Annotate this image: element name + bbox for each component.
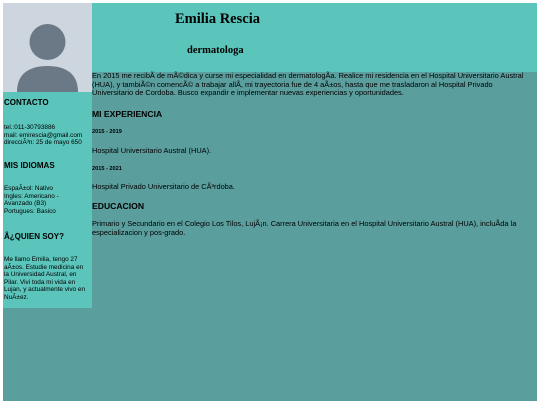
experience-heading: MI EXPERIENCIA	[92, 109, 163, 119]
languages-heading: MIS IDIOMAS	[4, 161, 55, 170]
about-heading: Â¿QUIEN SOY?	[4, 232, 65, 241]
contact-details	[4, 124, 90, 147]
about-line: Pilar. Vivi toda mi vida en	[4, 278, 76, 286]
contact-email: mail: emirescia@gmail.com	[4, 131, 83, 139]
contact-address: direcciÃ³n: 25 de mayo 650	[4, 139, 82, 147]
profile-photo	[3, 3, 92, 92]
experience-place: Hospital Universitario Austral (HUA).	[92, 146, 212, 155]
about-line: la Universidad Austral, en	[4, 271, 77, 279]
language-line: Portugues: Basico	[4, 207, 56, 215]
about-line: aÃ±os. Estudie medicina en	[4, 263, 84, 271]
experience-period: 2015 - 2021	[92, 166, 122, 172]
person-silhouette-icon	[3, 3, 92, 92]
summary-line: (HUA), y tambiÃ©n comencÃ© a trabajar allÃ, mi trayectoria fue de 4 aÃ±os, hasta que me trasladaron al Hospital Privado	[92, 79, 493, 89]
summary-paragraph	[92, 72, 536, 98]
contact-heading: CONTACTO	[4, 98, 49, 107]
profession-title: dermatologa	[187, 45, 244, 56]
experience-place: Hospital Privado Universitario de CÃ³rdoba.	[92, 182, 235, 191]
contact-phone: tel.:011-30793886	[4, 124, 56, 131]
about-text	[4, 256, 90, 302]
education-paragraph	[92, 220, 536, 237]
education-heading: EDUCACION	[92, 201, 145, 211]
person-name: Emilia Rescia	[175, 11, 260, 27]
resume-header	[92, 3, 537, 72]
language-line: Ingles: Americano -	[4, 192, 59, 200]
summary-line: Universitario de Cordoba. Busco expandir e implementar nuevas experiencias y oportunidades.	[92, 88, 404, 97]
language-line: EspaÃ±ol: Nativo	[4, 185, 53, 192]
about-line: Lujan, y actualmente vivo en	[4, 286, 85, 294]
languages-list	[4, 185, 90, 215]
language-line: Avanzado (B3)	[4, 200, 47, 208]
about-line: Me llamo Emilia, tengo 27	[4, 256, 78, 263]
summary-line: En 2015 me recibÃ de mÃ©dica y curse mi especialidad en dermatologÃa. Realice mi residencia en el Hospital Universitario Austral	[92, 71, 524, 80]
about-line: NuÃ±ez.	[4, 293, 29, 301]
experience-period: 2015 - 2019	[92, 129, 122, 135]
education-line: especializacion y pos-grado.	[92, 227, 186, 237]
education-line: Primario y Secundario en el Colegio Los Tilos, LujÃ¡n. Carrera Universitaria en el Hospital Universitario Austral (HUA), incluÃda la	[92, 219, 517, 228]
